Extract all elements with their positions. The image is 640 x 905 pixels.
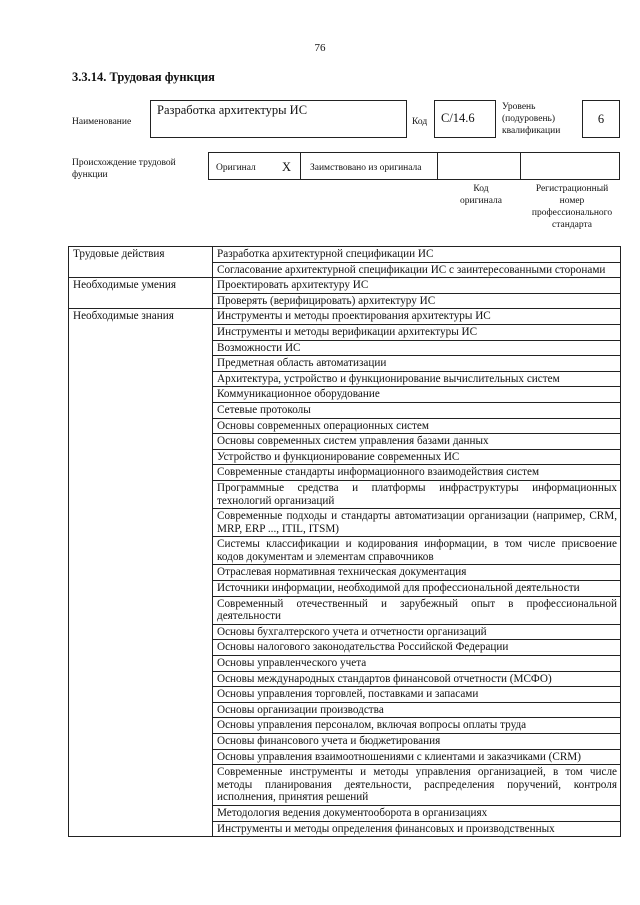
name-value: Разработка архитектуры ИС [157, 103, 308, 117]
row-item: Основы международных стандартов финансовой отчетности (МСФО) [213, 671, 621, 687]
level-label-line: (подуровень) [502, 114, 556, 124]
origin-divider [300, 152, 301, 180]
row-item: Программные средства и платформы инфраструктуры информационных технологий организаций [213, 480, 621, 508]
row-item: Основы современных операционных систем [213, 418, 621, 434]
row-item: Проверять (верифицировать) архитектуру ИС [213, 293, 621, 309]
caption-line: профессионального [531, 208, 613, 218]
borrowed-label: Заимствовано из оригинала [310, 163, 422, 173]
row-item: Отраслевая нормативная техническая документация [213, 565, 621, 581]
name-label: Наименование [72, 117, 132, 127]
row-item: Устройство и функционирование современных ИС [213, 449, 621, 465]
code-label: Код [412, 117, 428, 127]
row-item: Сетевые протоколы [213, 402, 621, 418]
original-label: Оригинал [216, 163, 256, 173]
labor-function-table [68, 246, 621, 837]
row-category: Необходимые умения [69, 278, 213, 309]
code-value: С/14.6 [441, 111, 475, 125]
row-item: Архитектура, устройство и функционирование вычислительных систем [213, 371, 621, 387]
row-item: Основы управления взаимоотношениями с клиентами и заказчиками (CRM) [213, 749, 621, 765]
origin-divider [520, 152, 521, 180]
row-item: Проектировать архитектуру ИС [213, 278, 621, 294]
caption-line: Регистрационный [535, 184, 609, 194]
origin-label-line: Происхождение трудовой [72, 158, 176, 168]
row-item: Современные стандарты информационного взаимодействия систем [213, 465, 621, 481]
row-item: Современный отечественный и зарубежный опыт в профессиональной деятельности [213, 596, 621, 624]
row-item: Инструменты и методы верификации архитектуры ИС [213, 324, 621, 340]
row-item: Инструменты и методы определения финансовых и производственных [213, 821, 621, 837]
row-category: Необходимые знания [69, 309, 213, 837]
table-row [69, 278, 621, 294]
caption-line: номер [559, 196, 585, 206]
caption-line: Код [473, 184, 489, 194]
registration-number-caption [522, 183, 622, 231]
row-item: Возможности ИС [213, 340, 621, 356]
row-category: Трудовые действия [69, 247, 213, 278]
row-item: Основы управления торговлей, поставками и запасами [213, 687, 621, 703]
original-code-caption [446, 183, 516, 207]
row-item: Основы финансового учета и бюджетирования [213, 734, 621, 750]
name-box [150, 100, 407, 138]
row-item: Источники информации, необходимой для профессиональной деятельности [213, 581, 621, 597]
row-item: Основы организации производства [213, 702, 621, 718]
origin-label-line: функции [72, 170, 108, 180]
row-item: Согласование архитектурной спецификации ИС с заинтересованными сторонами [213, 262, 621, 278]
level-label-line: Уровень [502, 102, 536, 112]
level-box [582, 100, 620, 138]
section-title: 3.3.14. Трудовая функция [72, 70, 215, 84]
row-item: Основы налогового законодательства Российской Федерации [213, 640, 621, 656]
row-item: Основы управленческого учета [213, 656, 621, 672]
row-item: Методология ведения документооборота в организациях [213, 805, 621, 821]
level-value: 6 [597, 112, 605, 126]
row-item: Современные инструменты и методы управления организацией, в том числе методы планирования деятельности, распределения поручений, контроля исполнения, принятия решений [213, 765, 621, 806]
caption-line: стандарта [552, 220, 592, 230]
table-row [69, 247, 621, 263]
row-item: Основы управления персоналом, включая вопросы оплаты труда [213, 718, 621, 734]
row-item: Инструменты и методы проектирования архитектуры ИС [213, 309, 621, 325]
row-item: Основы бухгалтерского учета и отчетности организаций [213, 624, 621, 640]
level-label-line: квалификации [502, 126, 561, 136]
origin-divider [437, 152, 438, 180]
page-number: 76 [314, 42, 326, 54]
table-row [69, 309, 621, 325]
caption-line: оригинала [460, 196, 502, 206]
origin-label [72, 157, 176, 181]
row-item: Современные подходы и стандарты автоматизации организации (например, CRM, MRP, ERP ..., ITIL, ITSM) [213, 509, 621, 537]
row-item: Основы современных систем управления базами данных [213, 434, 621, 450]
row-item: Разработка архитектурной спецификации ИС [213, 247, 621, 263]
level-label [502, 101, 560, 137]
code-box [434, 100, 496, 138]
row-item: Предметная область автоматизации [213, 356, 621, 372]
row-item: Коммуникационное оборудование [213, 387, 621, 403]
row-item: Системы классификации и кодирования информации, в том числе присвоение кодов документам и элементам справочников [213, 537, 621, 565]
original-mark: X [282, 160, 292, 174]
